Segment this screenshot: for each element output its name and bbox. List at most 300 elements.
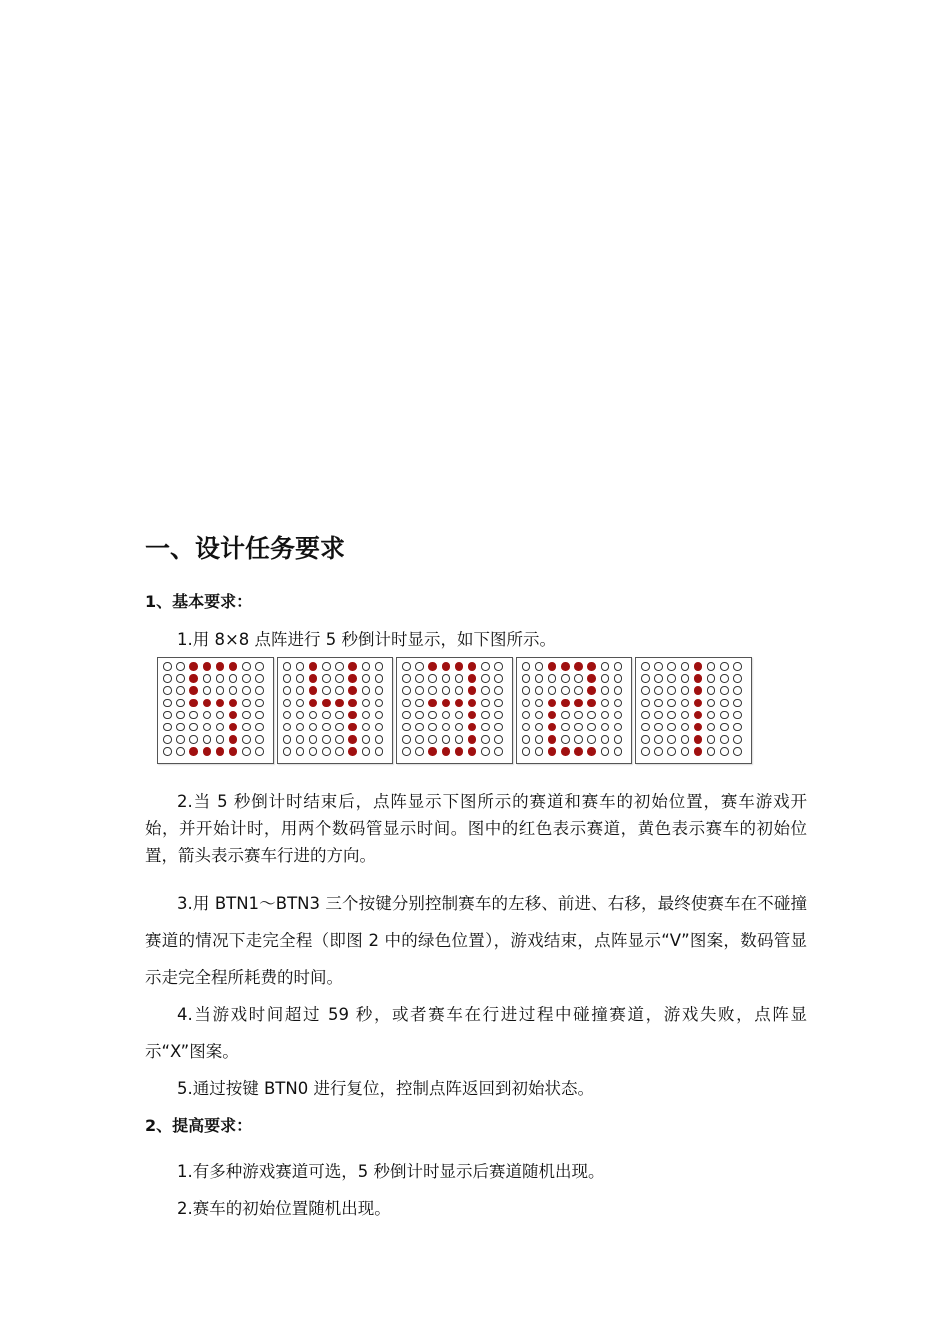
led-dot-off (481, 735, 490, 744)
led-dot-off (720, 723, 729, 732)
led-dot-off (362, 711, 371, 720)
led-dot-off (614, 711, 623, 720)
led-dot-off (654, 686, 663, 695)
led-dot-off (163, 662, 172, 671)
led-dot-on (442, 747, 451, 756)
led-dot-on (309, 662, 318, 671)
led-dot-off (415, 674, 424, 683)
led-dot-on (189, 699, 198, 708)
led-dot-on (442, 699, 451, 708)
led-dot-off (601, 686, 610, 695)
led-dot-off (242, 662, 251, 671)
led-dot-off (667, 735, 676, 744)
led-dot-off (255, 735, 264, 744)
led-dot-on (348, 711, 357, 720)
led-dot-off (296, 699, 305, 708)
led-dot-on (189, 662, 198, 671)
led-dot-on (189, 747, 198, 756)
led-dot-off (548, 674, 557, 683)
led-dot-off (362, 699, 371, 708)
led-dot-off (309, 735, 318, 744)
led-dot-off (654, 747, 663, 756)
dot-matrix-digit-5 (157, 657, 274, 764)
countdown-figure (157, 657, 807, 764)
led-dot-off (574, 723, 583, 732)
led-dot-off (176, 711, 185, 720)
led-dot-off (283, 662, 292, 671)
led-dot-off (681, 747, 690, 756)
led-dot-on (694, 686, 703, 695)
blank-line (145, 869, 807, 885)
led-dot-off (601, 747, 610, 756)
led-dot-off (535, 699, 544, 708)
led-dot-off (654, 674, 663, 683)
led-dot-off (494, 747, 503, 756)
led-dot-off (415, 735, 424, 744)
led-dot-off (203, 723, 212, 732)
led-dot-off (720, 747, 729, 756)
led-dot-off (654, 711, 663, 720)
led-dot-off (587, 711, 596, 720)
led-dot-off (375, 723, 384, 732)
led-dot-off (733, 662, 742, 671)
led-dot-on (335, 699, 344, 708)
led-dot-off (335, 674, 344, 683)
led-dot-off (733, 723, 742, 732)
led-dot-off (614, 723, 623, 732)
led-dot-on (694, 699, 703, 708)
led-dot-off (614, 699, 623, 708)
advanced-requirements-heading: 2、提高要求： (145, 1115, 253, 1135)
led-dot-off (641, 686, 650, 695)
led-dot-off (614, 747, 623, 756)
led-dot-off (296, 686, 305, 695)
led-dot-off (481, 686, 490, 695)
led-dot-off (481, 723, 490, 732)
led-dot-off (681, 699, 690, 708)
led-dot-off (494, 699, 503, 708)
led-dot-off (561, 735, 570, 744)
led-dot-on (229, 735, 238, 744)
led-dot-off (283, 674, 292, 683)
led-dot-off (322, 735, 331, 744)
led-dot-on (694, 674, 703, 683)
led-dot-off (255, 711, 264, 720)
led-dot-off (455, 674, 464, 683)
led-dot-off (362, 747, 371, 756)
led-dot-off (255, 723, 264, 732)
led-dot-off (415, 686, 424, 695)
led-dot-off (163, 723, 172, 732)
led-dot-off (255, 686, 264, 695)
led-dot-off (242, 747, 251, 756)
led-dot-off (216, 674, 225, 683)
led-dot-off (322, 686, 331, 695)
dot-matrix-digit-3 (396, 657, 513, 764)
led-dot-off (163, 674, 172, 683)
led-dot-off (707, 747, 716, 756)
led-dot-off (242, 686, 251, 695)
dot-matrix-digit-1 (635, 657, 752, 764)
led-dot-off (720, 686, 729, 695)
led-dot-on (561, 699, 570, 708)
led-dot-off (428, 735, 437, 744)
led-dot-off (720, 674, 729, 683)
led-dot-off (362, 674, 371, 683)
led-dot-on (694, 662, 703, 671)
led-dot-on (548, 723, 557, 732)
led-dot-off (322, 723, 331, 732)
led-dot-off (442, 711, 451, 720)
basic-item-4: 4.当游戏时间超过 59 秒，或者赛车在行进过程中碰撞赛道，游戏失败，点阵显示“X”图案。 (145, 1004, 807, 1061)
led-dot-off (522, 674, 531, 683)
led-dot-on (468, 674, 477, 683)
led-dot-off (522, 699, 531, 708)
led-dot-off (283, 711, 292, 720)
led-dot-off (601, 711, 610, 720)
led-dot-off (415, 723, 424, 732)
led-dot-off (494, 674, 503, 683)
led-dot-off (733, 711, 742, 720)
led-dot-off (415, 747, 424, 756)
led-dot-on (229, 747, 238, 756)
led-dot-on (348, 747, 357, 756)
led-dot-off (481, 699, 490, 708)
led-dot-off (641, 747, 650, 756)
led-dot-off (720, 711, 729, 720)
led-dot-off (283, 699, 292, 708)
content-area (145, 532, 807, 1227)
led-dot-on (348, 686, 357, 695)
led-dot-off (322, 662, 331, 671)
led-dot-off (707, 723, 716, 732)
led-dot-off (522, 662, 531, 671)
led-dot-on (587, 686, 596, 695)
led-dot-on (587, 747, 596, 756)
led-dot-off (733, 674, 742, 683)
led-dot-off (362, 686, 371, 695)
led-dot-off (707, 686, 716, 695)
led-dot-off (375, 735, 384, 744)
led-dot-off (614, 735, 623, 744)
led-dot-on (468, 735, 477, 744)
led-dot-off (229, 686, 238, 695)
led-dot-off (601, 735, 610, 744)
led-dot-off (561, 711, 570, 720)
led-dot-on (455, 699, 464, 708)
led-dot-off (203, 711, 212, 720)
led-dot-off (375, 747, 384, 756)
led-dot-off (203, 686, 212, 695)
led-dot-off (548, 686, 557, 695)
led-dot-off (601, 674, 610, 683)
led-dot-off (255, 699, 264, 708)
led-dot-off (362, 735, 371, 744)
led-dot-off (733, 699, 742, 708)
led-dot-off (733, 747, 742, 756)
advanced-item-2: 2.赛车的初始位置随机出现。 (177, 1198, 391, 1218)
led-dot-off (455, 723, 464, 732)
led-dot-off (587, 735, 596, 744)
basic-item-5: 5.通过按键 BTN0 进行复位，控制点阵返回到初始状态。 (177, 1078, 594, 1098)
led-dot-off (242, 711, 251, 720)
led-dot-off (255, 674, 264, 683)
led-dot-on (442, 662, 451, 671)
led-dot-off (641, 723, 650, 732)
led-dot-off (309, 711, 318, 720)
led-dot-on (548, 662, 557, 671)
led-dot-off (163, 711, 172, 720)
led-dot-off (335, 686, 344, 695)
led-dot-off (335, 711, 344, 720)
led-dot-off (707, 735, 716, 744)
led-dot-off (176, 686, 185, 695)
led-dot-off (667, 662, 676, 671)
led-dot-off (522, 686, 531, 695)
led-dot-off (561, 674, 570, 683)
led-dot-off (667, 711, 676, 720)
led-dot-on (574, 747, 583, 756)
led-dot-off (494, 686, 503, 695)
led-dot-off (494, 711, 503, 720)
led-dot-on (428, 699, 437, 708)
led-dot-on (189, 686, 198, 695)
led-dot-off (667, 747, 676, 756)
led-dot-on (694, 723, 703, 732)
led-dot-off (641, 674, 650, 683)
led-dot-on (229, 711, 238, 720)
led-dot-off (242, 735, 251, 744)
led-dot-on (309, 686, 318, 695)
led-dot-off (296, 723, 305, 732)
led-dot-off (494, 723, 503, 732)
led-dot-off (335, 747, 344, 756)
led-dot-off (283, 723, 292, 732)
led-dot-off (335, 662, 344, 671)
led-dot-off (296, 674, 305, 683)
led-dot-off (335, 735, 344, 744)
led-dot-on (468, 711, 477, 720)
led-dot-off (229, 674, 238, 683)
led-dot-off (163, 686, 172, 695)
led-dot-off (574, 711, 583, 720)
led-dot-on (348, 699, 357, 708)
led-dot-off (455, 735, 464, 744)
led-dot-off (561, 723, 570, 732)
led-dot-off (535, 747, 544, 756)
led-dot-on (694, 711, 703, 720)
led-dot-off (375, 686, 384, 695)
led-dot-off (522, 735, 531, 744)
led-dot-off (176, 674, 185, 683)
led-dot-on (694, 735, 703, 744)
led-dot-on (468, 747, 477, 756)
led-dot-off (681, 711, 690, 720)
led-dot-off (535, 686, 544, 695)
led-dot-on (468, 723, 477, 732)
led-dot-off (733, 686, 742, 695)
led-dot-on (309, 674, 318, 683)
led-dot-off (283, 686, 292, 695)
led-dot-off (574, 674, 583, 683)
led-dot-on (348, 723, 357, 732)
led-dot-off (481, 674, 490, 683)
led-dot-off (176, 699, 185, 708)
led-dot-off (216, 735, 225, 744)
led-dot-off (402, 686, 411, 695)
led-dot-on (468, 662, 477, 671)
led-dot-off (442, 674, 451, 683)
led-dot-on (455, 747, 464, 756)
led-dot-off (428, 723, 437, 732)
led-dot-on (216, 699, 225, 708)
led-dot-off (163, 747, 172, 756)
led-dot-on (548, 747, 557, 756)
led-dot-off (415, 711, 424, 720)
led-dot-off (681, 723, 690, 732)
led-dot-off (494, 735, 503, 744)
led-dot-off (189, 723, 198, 732)
led-dot-off (176, 723, 185, 732)
led-dot-off (707, 699, 716, 708)
led-dot-off (654, 723, 663, 732)
led-dot-off (442, 735, 451, 744)
led-dot-off (296, 747, 305, 756)
led-dot-off (428, 686, 437, 695)
led-dot-off (707, 662, 716, 671)
led-dot-off (203, 674, 212, 683)
led-dot-off (402, 711, 411, 720)
led-dot-on (468, 686, 477, 695)
led-dot-on (348, 662, 357, 671)
led-dot-off (641, 662, 650, 671)
led-dot-on (203, 699, 212, 708)
led-dot-off (522, 723, 531, 732)
led-dot-off (587, 723, 596, 732)
led-dot-off (189, 711, 198, 720)
led-dot-off (402, 662, 411, 671)
led-dot-on (694, 747, 703, 756)
led-dot-off (322, 747, 331, 756)
led-dot-off (707, 711, 716, 720)
led-dot-off (522, 711, 531, 720)
led-dot-off (681, 674, 690, 683)
led-dot-on (229, 662, 238, 671)
led-dot-off (402, 674, 411, 683)
led-dot-off (296, 711, 305, 720)
led-dot-off (481, 747, 490, 756)
led-dot-off (375, 711, 384, 720)
led-dot-off (481, 711, 490, 720)
led-dot-off (601, 662, 610, 671)
led-dot-off (375, 699, 384, 708)
led-dot-off (335, 723, 344, 732)
led-dot-on (203, 747, 212, 756)
led-dot-off (415, 662, 424, 671)
led-dot-off (322, 674, 331, 683)
basic-item-2: 2.当 5 秒倒计时结束后，点阵显示下图所示的赛道和赛车的初始位置，赛车游戏开始，并开始计时，用两个数码管显示时间。图中的红色表示赛道，黄色表示赛车的初始位置，箭头表示赛车行进的方向。 (145, 791, 807, 865)
led-dot-off (428, 674, 437, 683)
led-dot-off (681, 686, 690, 695)
led-dot-off (176, 747, 185, 756)
led-dot-on (548, 699, 557, 708)
led-dot-off (522, 747, 531, 756)
led-dot-off (296, 662, 305, 671)
led-dot-off (641, 711, 650, 720)
led-dot-off (375, 674, 384, 683)
led-dot-off (283, 735, 292, 744)
led-dot-off (176, 735, 185, 744)
led-dot-off (455, 711, 464, 720)
led-dot-off (535, 723, 544, 732)
led-dot-on (561, 662, 570, 671)
led-dot-off (255, 747, 264, 756)
dot-matrix-digit-2 (516, 657, 633, 764)
led-dot-off (189, 735, 198, 744)
led-dot-off (362, 662, 371, 671)
led-dot-off (442, 723, 451, 732)
led-dot-off (309, 723, 318, 732)
led-dot-off (654, 699, 663, 708)
led-dot-off (296, 735, 305, 744)
led-dot-off (601, 699, 610, 708)
led-dot-off (535, 735, 544, 744)
led-dot-off (707, 674, 716, 683)
led-dot-off (415, 699, 424, 708)
led-dot-off (322, 711, 331, 720)
led-dot-off (535, 711, 544, 720)
led-dot-on (216, 747, 225, 756)
led-dot-off (481, 662, 490, 671)
led-dot-off (216, 686, 225, 695)
led-dot-on (189, 674, 198, 683)
led-dot-off (535, 674, 544, 683)
led-dot-on (229, 723, 238, 732)
led-dot-off (733, 735, 742, 744)
led-dot-on (587, 674, 596, 683)
led-dot-off (535, 662, 544, 671)
led-dot-off (681, 735, 690, 744)
basic-item-1: 1.用 8×8 点阵进行 5 秒倒计时显示，如下图所示。 (177, 630, 557, 649)
led-dot-on (455, 662, 464, 671)
led-dot-on (428, 747, 437, 756)
led-dot-off (720, 735, 729, 744)
led-dot-off (176, 662, 185, 671)
led-dot-off (216, 723, 225, 732)
led-dot-off (428, 711, 437, 720)
led-dot-off (667, 699, 676, 708)
section-title: 一、设计任务要求 (145, 534, 346, 563)
led-dot-off (455, 686, 464, 695)
led-dot-off (242, 699, 251, 708)
led-dot-off (442, 686, 451, 695)
led-dot-off (561, 686, 570, 695)
led-dot-off (402, 723, 411, 732)
led-dot-off (402, 699, 411, 708)
led-dot-on (574, 662, 583, 671)
advanced-item-1: 1.有多种游戏赛道可选，5 秒倒计时显示后赛道随机出现。 (177, 1161, 605, 1181)
led-dot-off (203, 735, 212, 744)
led-dot-off (375, 662, 384, 671)
led-dot-off (654, 735, 663, 744)
led-dot-off (574, 686, 583, 695)
led-dot-on (216, 662, 225, 671)
led-dot-off (667, 686, 676, 695)
led-dot-off (641, 735, 650, 744)
led-dot-off (681, 662, 690, 671)
led-dot-off (283, 747, 292, 756)
led-dot-off (614, 662, 623, 671)
